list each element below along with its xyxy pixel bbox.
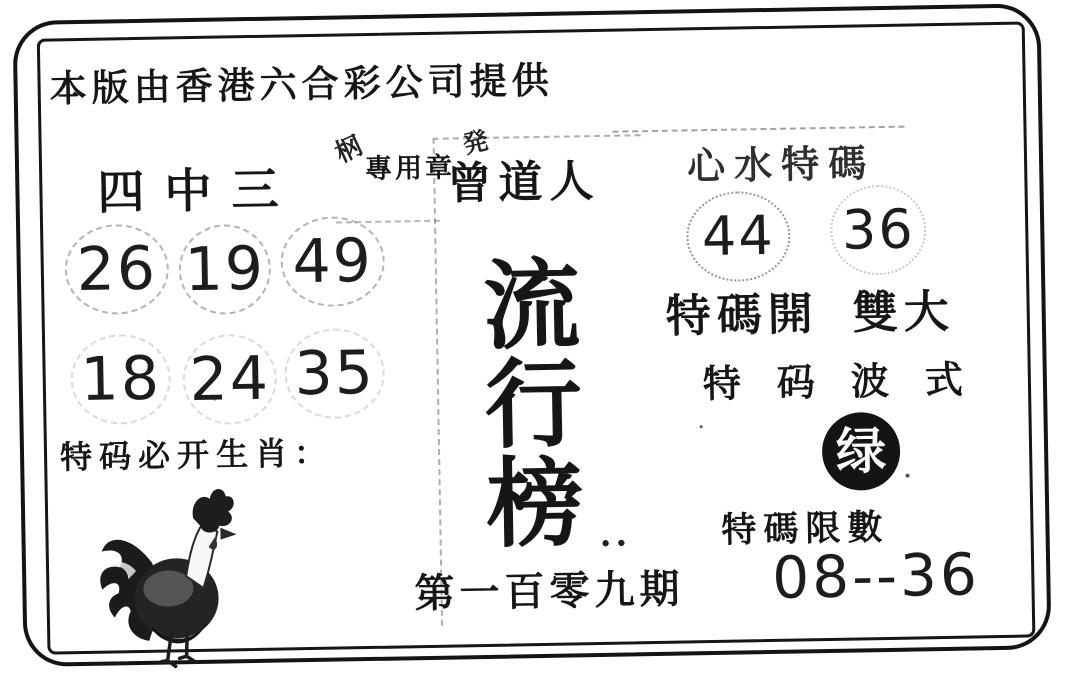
number-cell — [178, 227, 271, 313]
seal-mark: 発 — [460, 125, 491, 160]
exclusive-seal-label: 專用章 — [364, 152, 456, 186]
issue-number-line: 第一百零九期 — [414, 565, 685, 618]
banner-char: 榜 — [485, 445, 585, 561]
lottery-number: 49 — [291, 225, 374, 298]
number-cell — [70, 336, 171, 422]
pick-number: 44 — [701, 203, 776, 269]
number-cell — [182, 337, 277, 423]
pick-number-cell — [686, 194, 791, 280]
special-open-label: 特碼開 — [665, 287, 820, 343]
wave-colour-value: 绿 — [835, 420, 887, 481]
scan-speck — [700, 425, 703, 428]
four-pick-three-title: 四中三 — [97, 162, 299, 221]
pick-number: 36 — [841, 197, 916, 262]
special-open-value: 雙大 — [852, 284, 956, 340]
provider-line: 本版由香港六合彩公司提供 — [49, 57, 554, 111]
banner-trailing-dots: .. — [599, 514, 632, 555]
wave-type-label: 特码波式 — [702, 356, 1000, 407]
tipster-name: 曾道人 — [446, 155, 601, 210]
popularity-banner — [445, 247, 622, 561]
limit-label: 特碼限數 — [721, 506, 890, 551]
seal-mark: 㭎 — [330, 131, 367, 170]
special-open-row — [665, 275, 955, 345]
lottery-number: 19 — [184, 233, 266, 306]
favourite-special-heading: 心水特碼 — [686, 140, 876, 189]
zodiac-must-open-label: 特码必开生肖： — [59, 433, 334, 477]
rooster-illustration — [88, 473, 243, 672]
limit-value: 08--36 — [771, 540, 981, 612]
banner-char: 行 — [483, 346, 583, 462]
lottery-number: 18 — [79, 343, 162, 416]
lottery-number: 24 — [188, 343, 271, 416]
pick-number-cell — [830, 187, 927, 273]
banner-char: 流 — [482, 247, 581, 363]
number-cell — [280, 219, 385, 305]
scan-speck — [906, 474, 910, 478]
number-cell — [64, 226, 169, 312]
number-cell — [284, 331, 385, 417]
lottery-number: 35 — [293, 337, 376, 410]
lottery-number: 26 — [76, 233, 158, 306]
